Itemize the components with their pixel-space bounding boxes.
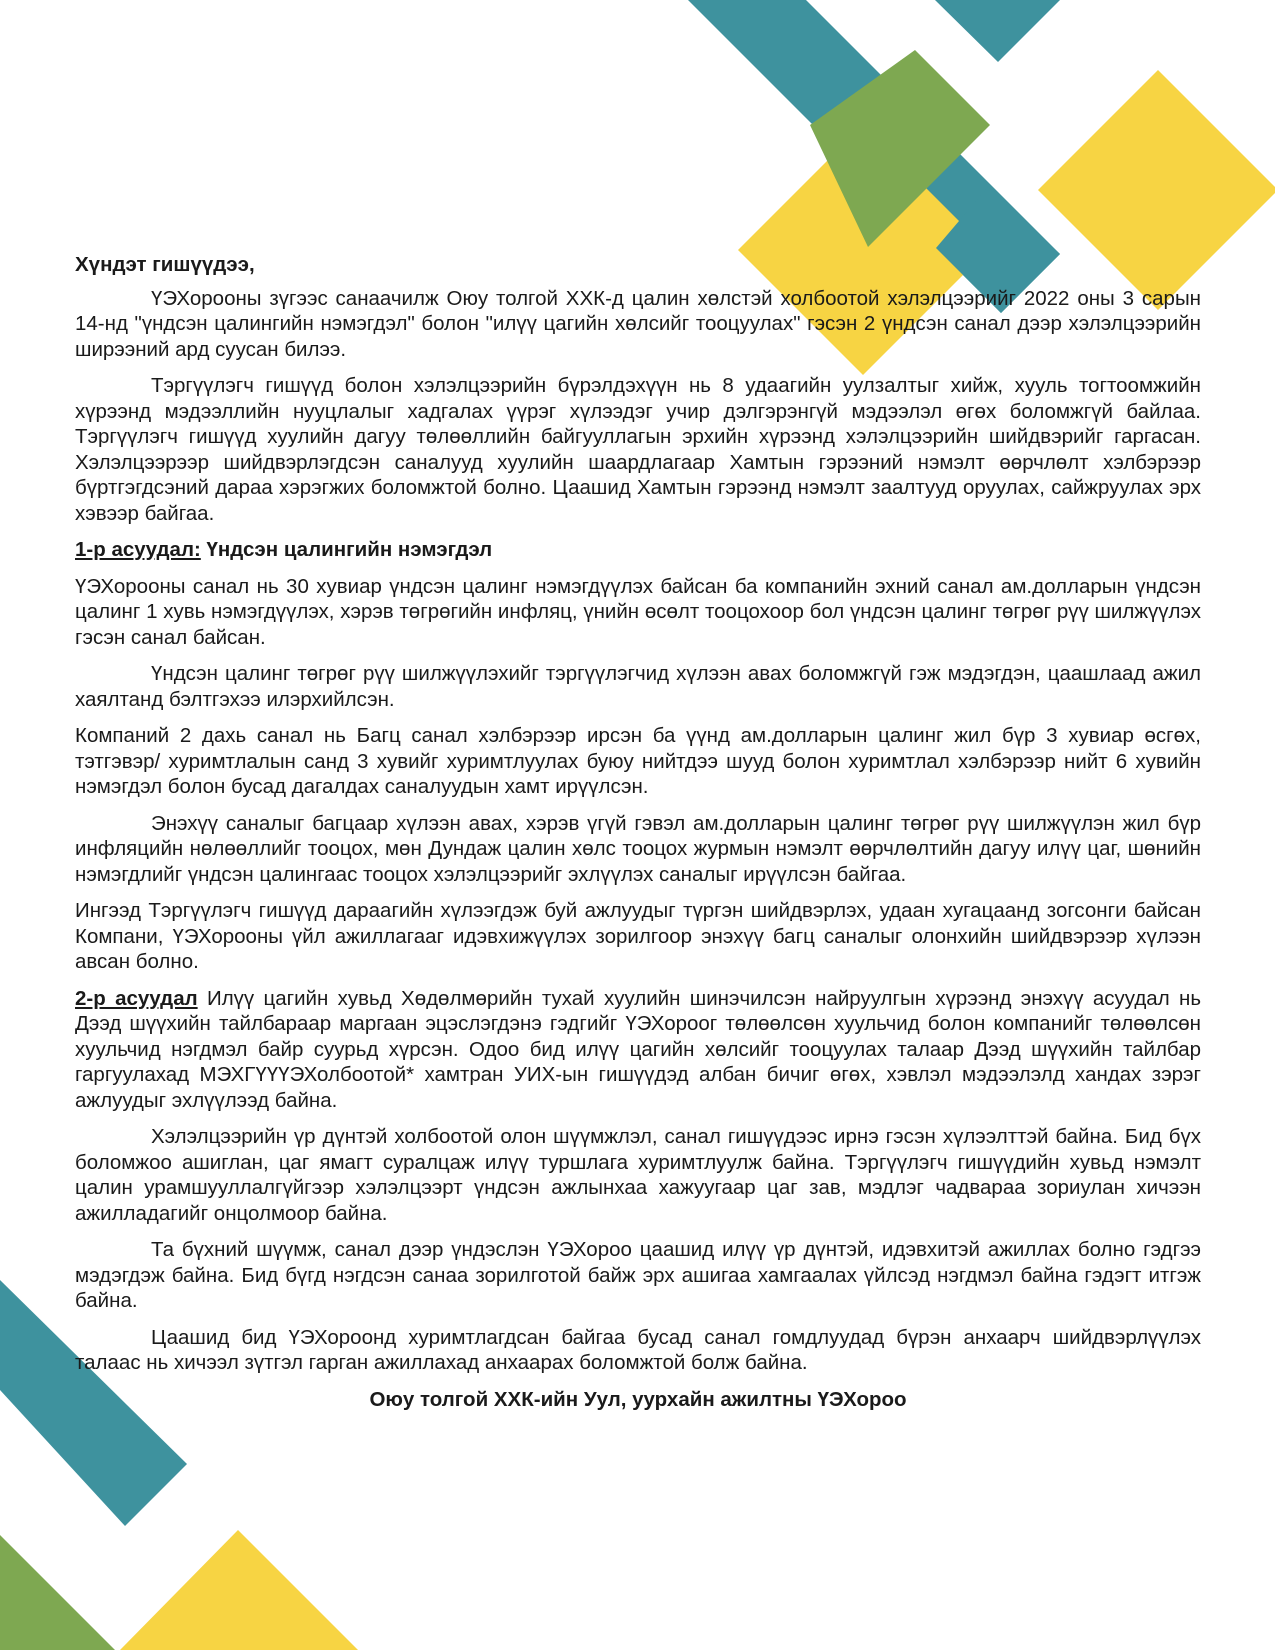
issue-1-label: 1-р асуудал: (75, 538, 201, 561)
issue-2-label: 2-р асуудал (75, 986, 198, 1010)
paragraph-intro: ҮЭХорооны зүгээс санаачилж Оюу толгой ХХК-д цалин хөлстэй холбоотой хэлэлцээрийг 2022 оны 3 сарын 14-нд "үндсэн цалингийн нэмэгдэл" болон "илүү цагийн хөлсийг тооцуулах" гэсэн 2 үндсэн санал дээр хэлэлцээрийн ширээний ард суусан билээ. (75, 286, 1201, 361)
greeting: Хүндэт гишүүдээ, (75, 253, 255, 276)
paragraph-decision: Ингээд Тэргүүлэгч гишүүд дараагийн хүлээгдэж буй ажлуудыг түргэн шийдвэрлэх, удаан хугацаанд зогсонги байсан Компани, ҮЭХорооны үйл ажиллагааг идэвхижүүлэх зорилгоор энэхүү багц саналыг олонхийн шийдвэрээр хүлээн авсан болно. (75, 899, 1201, 973)
paragraph-feedback: Хэлэлцээрийн үр дүнтэй холбоотой олон шүүмжлэл, санал гишүүдээс ирнэ гэсэн хүлээлттэй байна. Бид бүх боломжоо ашиглан, цаг ямагт суралцаж илүү туршлага хуримтлуулж байна. Тэргүүлэгч гишүүдийн хувьд нэмэлт цалин урамшууллалгүйгээр хэлэлцээрт үндсэн ажлынхаа хажуугаар цаг зав, мэдлэг чадвараа зориулан хичээн ажилладагийг онцолмоор байна. (75, 1125, 1201, 1225)
paragraph-union-proposal: ҮЭХорооны санал нь 30 хувиар үндсэн цалинг нэмэгдүүлэх байсан ба компанийн эхний санал ам.долларын үндсэн цалинг 1 хувь нэмэгдүүлэх, хэрэв төгрөгийн инфляц, үнийн өсөлт тооцохоор бол үндсэн цалинг төгрөг рүү шилжүүлэх гэсэн санал байсан. (75, 574, 1201, 649)
issue-1-title: Үндсэн цалингийн нэмэгдэл (200, 538, 493, 561)
yellow-triangle-bottom (120, 1530, 358, 1650)
paragraph-package: Энэхүү саналыг багцаар хүлээн авах, хэрэв үгүй гэвэл ам.долларын цалинг төгрөг рүү шилжүүлэн жил бүр инфляцийн нөлөөллийг тооцох, мөн Дундаж цалин хөлс тооцох журмын нэмэлт өөрчлөлтийн дагуу илүү цаг, шөнийн нэмэгдлийг үндсэн цалингаас тооцох хэлэлцээрийг эхлүүлэх саналыг ирүүлсэн байгаа. (75, 811, 1201, 886)
issue-2-text: Илүү цагийн хувьд Хөдөлмөрийн тухай хуулийн шинэчилсэн найруулгын хүрээнд энэхүү асуудал нь Дээд шүүхийн тайлбараар маргаан эцэслэгдэнэ гэдгийг ҮЭХороог төлөөлсөн хуульчид болон компанийг төлөөлсөн хуульчид нэгдмэл байр суурьд хүрсэн. Одоо бид илүү цагийн хөлсийг тооцуулах талаар Дээд шүүхийн тайлбар гаргуулахад МЭХГҮҮҮЭХолбоотой* хамтран УИХ-ын гишүүдэд албан бичиг өгөх, хэвлэл мэдээлэлд хандах зэрэг ажлуудыг эхлүүлээд байна. (75, 986, 1202, 1112)
paragraph-commitment: Та бүхний шүүмж, санал дээр үндэслэн ҮЭХороо цаашид илүү үр дүнтэй, идэвхитэй ажиллах болно гэдгээ мэдэгдэж байна. Бид бүгд нэгдсэн санаа зорилготой байж эрх ашигаа хамгаалах үйлсэд нэгдмэл байна гэдэгт итгэж байна. (75, 1238, 1201, 1312)
teal-triangle-top-right (935, 0, 1060, 62)
letter-body (75, 252, 1201, 1423)
green-triangle-bottom (0, 1535, 115, 1650)
paragraph-rejection: Үндсэн цалинг төгрөг рүү шилжүүлэхийг тэргүүлэгчид хүлээн авах боломжгүй гэж мэдэгдэн, цаашлаад ажил хаялтанд бэлтгэхээ илэрхийлсэн. (75, 662, 1201, 711)
signature: Оюу толгой ХХК-ийн Уул, уурхайн ажилтны ҮЭХороо (369, 1387, 907, 1411)
paragraph-future: Цаашид бид ҮЭХороонд хуримтлагдсан байгаа бусад санал гомдлуудад бүрэн анхаарч шийдвэрлүүлэх талаас нь хичээл зүтгэл гарган ажиллахад анхаарах боломжтой болж байна. (75, 1325, 1201, 1374)
issue-2-paragraph (75, 986, 1201, 1114)
paragraph-meetings: Тэргүүлэгч гишүүд болон хэлэлцээрийн бүрэлдэхүүн нь 8 удаагийн уулзалтыг хийж, хууль тогтоомжийн хүрээнд мэдээллийн нууцлалыг хадгалах үүрэг хүлээдэг учир дэлгэрэнгүй мэдээлэл өгөх боломжгүй байлаа. Тэргүүлэгч гишүүд хуулийн дагуу төлөөллийн байгууллагын эрхийн хүрээнд хэлэлцээрийн шийдвэрийг гаргасан. Хэлэлцээрээр шийдвэрлэгдсэн саналууд хуулийн шаардлагаар Хамтын гэрээний нэмэлт өөрчлөлт хэлбэрээр бүртгэгдсэний дараа хэрэгжих боломжтой болно. Цаашид Хамтын гэрээнд нэмэлт заалтууд оруулах, сайжруулах эрх хэвээр байгаа. (75, 374, 1201, 525)
paragraph-second-offer: Компаний 2 дахь санал нь Багц санал хэлбэрээр ирсэн ба үүнд ам.долларын цалинг жил бүр 3 хувиар өсгөх, тэтгэвэр/ хуримтлалын санд 3 хувийг хуримтлуулах буюу нийтдээ шууд болон хуримтлал хэлбэрээр нийт 6 хувийн нэмэгдэл болон бусад дагалдах саналуудын хамт ирүүлсэн. (75, 724, 1201, 798)
issue-1-heading (75, 537, 1201, 563)
